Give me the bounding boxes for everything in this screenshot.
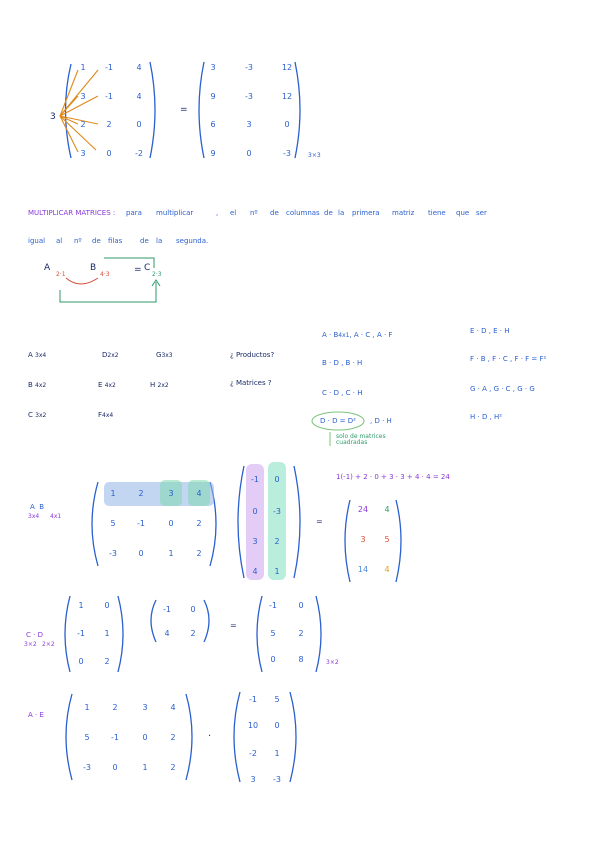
product-text: H · D , H²	[470, 413, 503, 421]
matrix-cell: 0	[284, 120, 290, 129]
matrix-dim: 3x3	[161, 352, 173, 359]
equals-sign: =	[134, 265, 142, 275]
matrix-cell: 4	[196, 489, 202, 498]
matrix-cell: 0	[274, 475, 280, 484]
matrix-cell: 4	[252, 567, 258, 576]
matrix-cell: 1	[168, 549, 174, 558]
product-text: , D · H	[370, 417, 392, 425]
matrix-cell: 2	[170, 763, 176, 772]
matrix-cell: 9	[210, 92, 216, 101]
matrix-cell: 0	[274, 721, 280, 730]
matrix-cell: 0	[78, 657, 84, 666]
matrix-cell: 12	[281, 92, 293, 101]
rule-word: la	[338, 209, 345, 217]
matrix-cell: -1	[137, 519, 145, 528]
matrix-dim: 2×2	[42, 641, 55, 648]
rule-word: nº	[74, 237, 82, 245]
matrix-name: E	[98, 381, 103, 389]
matrix-a-dim: 2·1	[56, 271, 66, 278]
matrix-dim: 4x2	[104, 382, 116, 389]
equals-sign: =	[316, 517, 323, 526]
matrix-cell: 4	[170, 703, 176, 712]
product-label-ae: A · E	[28, 711, 44, 719]
rule-heading: MULTIPLICAR MATRICES :	[28, 209, 116, 217]
matrix-cell: 3	[168, 489, 174, 498]
matrix-cell: 3	[246, 120, 252, 129]
rule-word: nº	[250, 209, 258, 217]
matrix-cell: 0	[104, 601, 110, 610]
matrix-cell: 12	[281, 63, 293, 72]
matrix-cell: -3	[109, 549, 117, 558]
matrix-cell: 3	[210, 63, 216, 72]
rule-word: de	[92, 237, 101, 245]
matrix-cell: -3	[245, 92, 253, 101]
matrix-cell: 6	[210, 120, 216, 129]
rule-word: columnas	[286, 209, 320, 217]
matrix-cell: 10	[247, 721, 259, 730]
matrix-cell: 2	[190, 629, 196, 638]
matrix-cell: 2	[112, 703, 118, 712]
matrix-cell: 4	[164, 629, 170, 638]
matrix-cell: -1	[105, 63, 113, 72]
matrix-name: B	[39, 503, 45, 511]
matrix-cell: 2	[196, 549, 202, 558]
matrix-cell: 5	[84, 733, 90, 742]
matrix-cell: 0	[190, 605, 196, 614]
rule-word: que	[456, 209, 470, 217]
matrix-cell: 0	[246, 149, 252, 158]
matrix-cell: 4	[384, 505, 390, 514]
matrix-cell: -2	[135, 149, 143, 158]
matrix-cell: -3	[273, 775, 281, 784]
product-label-ab	[30, 504, 44, 511]
matrix-cell: 2	[196, 519, 202, 528]
matrix-cell: 3	[250, 775, 256, 784]
matrix-cell: 24	[357, 505, 369, 514]
matrix-cell: 14	[357, 565, 369, 574]
matrix-dim: 4x1	[50, 513, 62, 520]
matrix-cell: 3	[142, 703, 148, 712]
matrix-dim: 4x4	[102, 412, 114, 419]
matrix-cell: 5	[270, 629, 276, 638]
square-matrix-note: solo de matrices cuadradas	[336, 433, 386, 446]
matrix-cell: -3	[83, 763, 91, 772]
rule-word: al	[56, 237, 63, 245]
matrix-cell: 1	[104, 629, 110, 638]
matrix-cell: -1	[249, 695, 257, 704]
product-square-highlighted: D · D = D²	[320, 417, 356, 425]
rule-word: matriz	[392, 209, 415, 217]
product-text: , A · C , A · F	[349, 331, 393, 339]
rule-word: ser	[476, 209, 487, 217]
calculation-formula: 1(-1) + 2 · 0 + 3 · 3 + 4 · 4 = 24	[336, 473, 450, 481]
matrix-cell: 2	[138, 489, 144, 498]
product-dim: 4x1	[338, 332, 350, 339]
matrix-dim: 2x2	[107, 352, 119, 359]
matrix-cell: 2	[80, 120, 86, 129]
matrix-cell: 9	[210, 149, 216, 158]
matrix-cell: 2	[104, 657, 110, 666]
rule-word: primera	[352, 209, 380, 217]
matrix-cell: 8	[298, 655, 304, 664]
matrix-cell: 0	[106, 149, 112, 158]
rule-word: de	[324, 209, 333, 217]
result-dimension: 3×3	[308, 152, 321, 159]
matrix-cell: -1	[105, 92, 113, 101]
matrix-cell: 3	[80, 149, 86, 158]
scalar-value: 3	[50, 112, 56, 122]
rule-word: de	[140, 237, 149, 245]
question-matrices: ¿ Matrices ?	[230, 379, 272, 387]
matrix-cell: 3	[80, 92, 86, 101]
matrix-cell: 1	[110, 489, 116, 498]
rule-word: multiplicar	[156, 209, 194, 217]
product-label-cd: C · D	[26, 631, 43, 639]
matrix-cell: 5	[384, 535, 390, 544]
matrix-cell: 1	[84, 703, 90, 712]
rule-word: la	[156, 237, 163, 245]
matrix-cell: -3	[283, 149, 291, 158]
matrix-c-dim: 2·3	[152, 271, 162, 278]
rule-word: filas	[108, 237, 123, 245]
matrix-name: A	[30, 503, 35, 511]
matrix-cell: -3	[273, 507, 281, 516]
matrix-cell: 0	[168, 519, 174, 528]
matrix-cell: 0	[142, 733, 148, 742]
product-text: A · B	[322, 331, 339, 339]
rule-word: ,	[216, 209, 219, 217]
matrix-name: H	[150, 381, 156, 389]
matrix-name: F	[98, 411, 103, 419]
rule-word: igual	[28, 237, 46, 245]
matrix-dim: 4x2	[35, 382, 47, 389]
matrix-cell: -1	[111, 733, 119, 742]
matrix-cell: 0	[138, 549, 144, 558]
matrix-dim: 3x4	[35, 352, 47, 359]
multiply-dot: ·	[208, 731, 212, 742]
matrix-c-label: C	[144, 263, 151, 273]
rule-word: segunda.	[176, 237, 209, 245]
rule-word: tiene	[428, 209, 446, 217]
matrix-cell: -1	[269, 601, 277, 610]
matrix-cell: 2	[298, 629, 304, 638]
matrix-cell: -1	[77, 629, 85, 638]
matrix-cell: 4	[136, 63, 142, 72]
matrix-name: A	[28, 351, 33, 359]
equals-sign: =	[230, 621, 237, 630]
matrix-cell: 2	[106, 120, 112, 129]
product-text: C · D , C · H	[322, 389, 363, 397]
matrix-cell: 0	[136, 120, 142, 129]
matrix-dim: 3x2	[35, 412, 47, 419]
matrix-cell: 5	[274, 695, 280, 704]
matrix-cell: 0	[270, 655, 276, 664]
matrix-cell: 0	[298, 601, 304, 610]
matrix-cell: -3	[245, 63, 253, 72]
matrix-b-dim: 4·3	[100, 271, 110, 278]
matrix-cell: 3	[252, 537, 258, 546]
rule-word: para	[126, 209, 142, 217]
rule-word: el	[230, 209, 237, 217]
result-dimension: 3×2	[326, 659, 339, 666]
matrix-cell: 5	[110, 519, 116, 528]
matrix-cell: 4	[136, 92, 142, 101]
matrix-cell: 0	[252, 507, 258, 516]
matrix-dim: 3x4	[28, 513, 40, 520]
matrix-cell: 4	[384, 565, 390, 574]
product-text: F · B , F · C , F · F = F²	[470, 355, 547, 363]
matrix-dim: 3×2	[24, 641, 37, 648]
matrix-name: B	[28, 381, 33, 389]
question-products: ¿ Productos?	[230, 351, 275, 359]
matrix-cell: 1	[78, 601, 84, 610]
product-text: G · A , G · C , G · G	[470, 385, 535, 393]
product-text: E · D , E · H	[470, 327, 510, 335]
matrix-cell: -1	[163, 605, 171, 614]
matrix-a-label: A	[44, 263, 51, 273]
matrix-cell: 0	[112, 763, 118, 772]
matrix-cell: 1	[274, 567, 280, 576]
matrix-cell: 3	[360, 535, 366, 544]
matrix-b-label: B	[90, 263, 97, 273]
matrix-cell: 1	[80, 63, 86, 72]
matrix-name: D	[102, 351, 108, 359]
matrix-cell: -2	[249, 749, 257, 758]
matrix-name: G	[156, 351, 162, 359]
matrix-cell: 1	[274, 749, 280, 758]
equals-sign: =	[180, 105, 188, 115]
matrix-cell: 2	[170, 733, 176, 742]
matrix-cell: -1	[251, 475, 259, 484]
matrix-cell: 1	[142, 763, 148, 772]
matrix-dim: 2x2	[157, 382, 169, 389]
matrix-name: C	[28, 411, 33, 419]
rule-word: de	[270, 209, 279, 217]
product-text: B · D , B · H	[322, 359, 363, 367]
matrix-cell: 2	[274, 537, 280, 546]
